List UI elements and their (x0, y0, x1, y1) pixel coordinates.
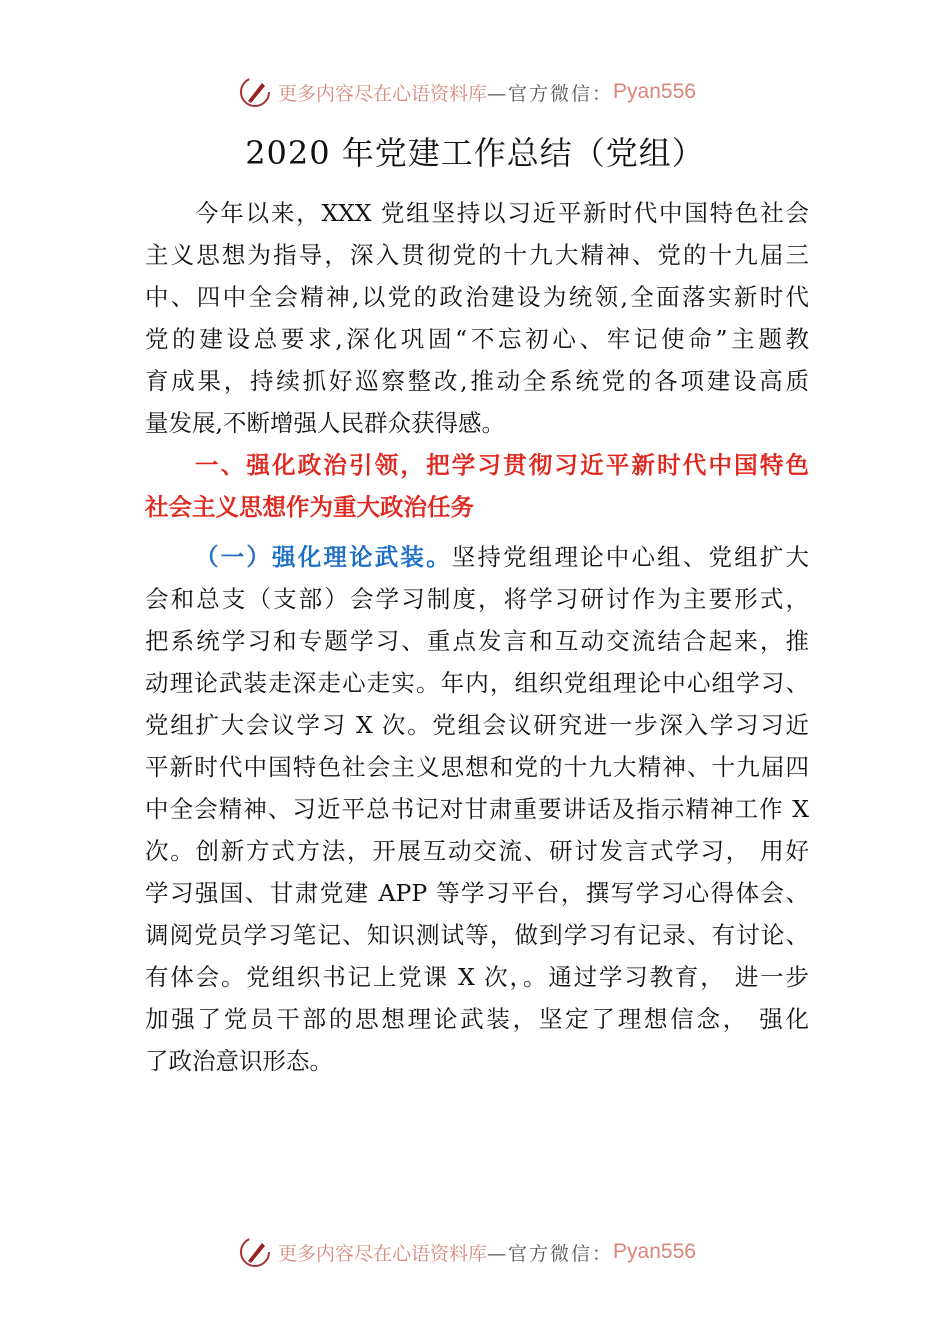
header-banner (238, 72, 738, 112)
banner-wechat-label: —官方微信： (487, 82, 614, 105)
text-line: 党的建设总要求,深化巩固“不忘初心、牢记使命”主题教 (145, 325, 809, 353)
text-line: 平新时代中国特色社会主义思想和党的十九大精神、十九届四 (145, 753, 809, 781)
banner-wechat-id: Pyan556 (613, 1240, 696, 1263)
text-line: 有体会。党组织书记上党课 X 次，。通过学习教育， 进一步 (145, 963, 809, 991)
text-line: 中、四中全会精神,以党的政治建设为统领,全面落实新时代 (145, 283, 809, 311)
text-line: 把系统学习和专题学习、重点发言和互动交流结合起来，推 (145, 627, 809, 655)
text-line: 学习强国、甘肃党建 APP 等学习平台，撰写学习心得体会、 (145, 879, 809, 907)
banner-wechat-id: Pyan556 (613, 80, 696, 103)
subsection-title: （一）强化理论武装。 (195, 543, 452, 571)
text-line: 动理论武装走深走心走实。年内，组织党组理论中心组学习、 (145, 669, 809, 697)
paragraph-intro (145, 192, 809, 444)
banner-text: 更多内容尽在心语资料库 (278, 82, 488, 105)
text-line: 党组扩大会议学习 X 次。党组会议研究进一步深入学习习近 (145, 711, 809, 739)
document-title: 2020 年党建工作总结（党组） (245, 134, 705, 172)
section-heading (145, 444, 809, 528)
banner-wechat-label: —官方微信： (487, 1242, 614, 1265)
text-line: 量发展,不断增强人民群众获得感。 (145, 409, 505, 437)
heading-line: 一、强化政治引领，把学习贯彻习近平新时代中国特色 (195, 451, 809, 479)
text-line: 了政治意识形态。 (145, 1047, 333, 1075)
text-line: 加强了党员干部的思想理论武装，坚定了理想信念， 强化 (145, 1005, 809, 1033)
text-line: 中全会精神、习近平总书记对甘肃重要讲话及指示精神工作 X (145, 795, 809, 823)
text-line: 会和总支（支部）会学习制度，将学习研讨作为主要形式， (145, 585, 809, 613)
text-span: 坚持党组理论中心组、党组扩大 (451, 543, 810, 571)
banner-text: 更多内容尽在心语资料库 (278, 1242, 488, 1265)
text-line: 主义思想为指导，深入贯彻党的十九大精神、党的十九届三 (145, 241, 809, 269)
paragraph-theory (145, 536, 809, 1082)
document-body (145, 192, 809, 1082)
pen-logo-icon (238, 75, 272, 109)
pen-logo-icon (238, 1235, 272, 1269)
text-line: 育成果，持续抓好巡察整改,推动全系统党的各项建设高质 (145, 367, 809, 395)
text-line: 次。创新方式方法，开展互动交流、研讨发言式学习， 用好 (145, 837, 809, 865)
text-line: 今年以来，XXX 党组坚持以习近平新时代中国特色社会 (195, 199, 809, 227)
footer-banner (238, 1232, 738, 1272)
text-line: 调阅党员学习笔记、知识测试等，做到学习有记录、有讨论、 (145, 921, 809, 949)
text-line (145, 536, 809, 578)
heading-line: 社会主义思想作为重大政治任务 (145, 493, 474, 521)
